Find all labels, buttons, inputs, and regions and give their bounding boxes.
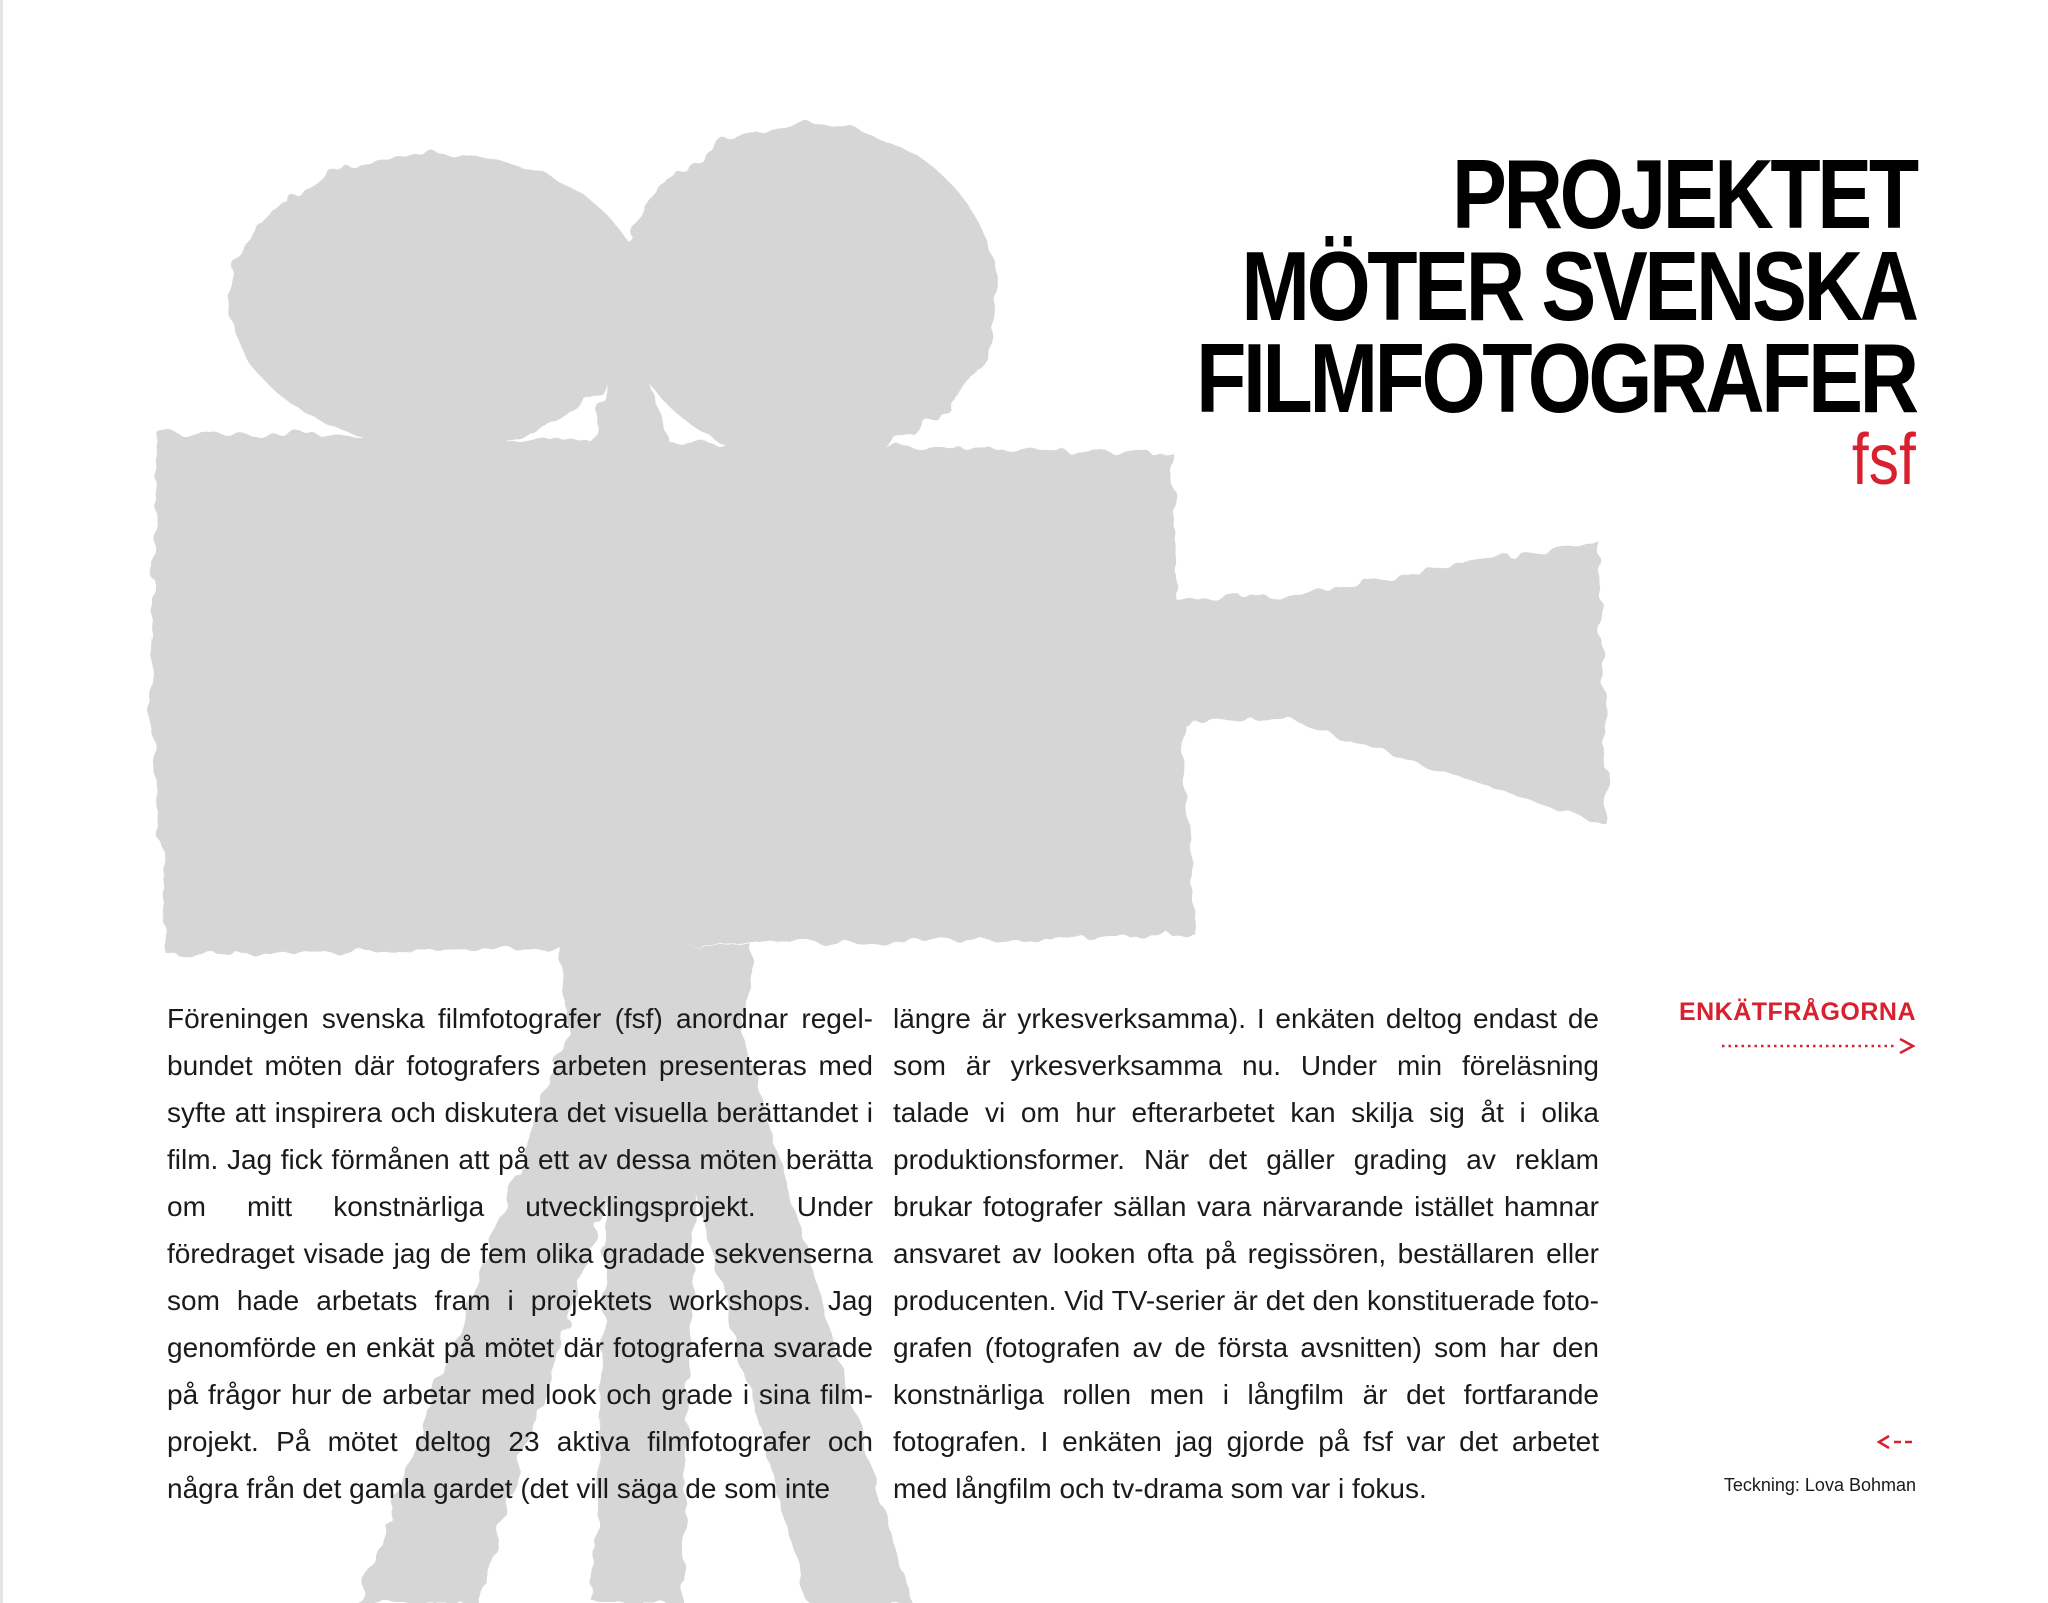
title-line-3: FILMFOTOGRAFER (1196, 323, 1916, 433)
camera-body (150, 432, 1196, 955)
survey-questions-link[interactable]: ENKÄTFRÅGORNA (1678, 998, 1916, 1026)
title-line-1: PROJEKTET (1452, 139, 1916, 249)
dashed-arrow-left-icon (1876, 1432, 1916, 1452)
film-reel-left (230, 154, 646, 446)
camera-lens (1172, 540, 1608, 826)
title-line-2: MÖTER SVENSKA (1241, 231, 1916, 341)
body-column-2: längre är yrkesverksamma). I enkäten deltog endast de som är yrkesverksamma nu. Under min föreläsning talade vi om hur efterarbetet kan skilja sig åt i olika produktionsformer. När det gäller grading av reklam brukar fotografer sällan vara närvarande istället hamnar ansvaret av looken ofta på regissören, beställaren eller producenten. Vid TV-serier är det den konstituerade fotografen (fotografen av de första avsnitten) som har den konstnärliga rollen men i långfilm är det fortfarande fotografen. I enkäten jag gjorde på fsf var det arbetet med långfilm och tv-drama som var i fokus. (893, 1003, 1599, 1504)
dotted-arrow-right-icon (1720, 1036, 1916, 1056)
heading (1059, 139, 1916, 500)
page-title (1196, 139, 1916, 433)
illustration-credit: Teckning: Lova Bohman (1723, 1475, 1916, 1495)
body-column-1: Föreningen svenska filmfotografer (fsf) anordnar regelbundet möten där fotografers arbeten presenteras med syfte att inspirera och diskutera det visuella berättandet i film. Jag fick förmånen att på ett av dessa möten berätta om mitt konstnärliga utvecklingsprojekt. Under föredraget visade jag de fem olika gradade sekvenserna som hade arbetats fram i projektets workshops. Jag genomförde en enkät på mötet där fotograferna svarade på frågor hur de arbetar med look och grade i sina filmprojekt. På mötet deltog 23 aktiva filmfotografer och några från det gamla gardet (det vill säga de som inte (167, 1003, 873, 1504)
film-reel-right (620, 125, 996, 461)
page-subtitle: fsf (1852, 420, 1916, 500)
